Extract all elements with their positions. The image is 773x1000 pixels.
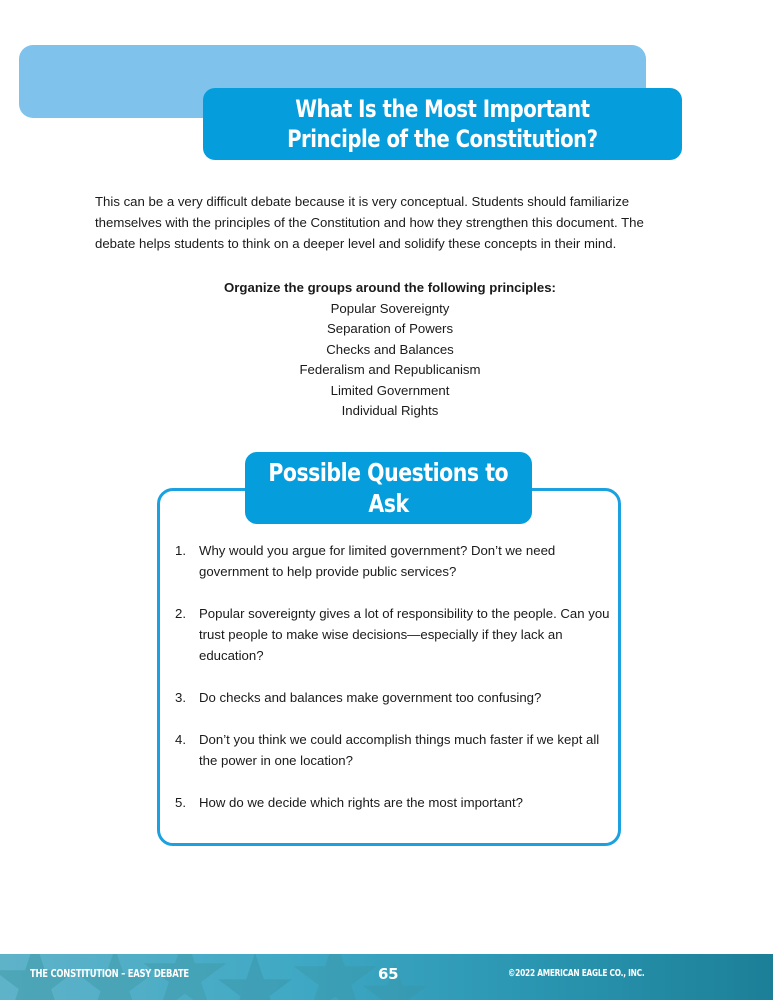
page-title-line-1: What Is the Most Important bbox=[295, 95, 590, 123]
question-text: Don’t you think we could accomplish things much faster if we kept all the power in one location? bbox=[199, 732, 600, 768]
questions-title-line-2: Ask bbox=[368, 489, 409, 518]
star-icon bbox=[215, 954, 295, 1000]
question-text: Do checks and balances make government too confusing? bbox=[199, 690, 542, 705]
questions-title-line-1: Possible Questions to bbox=[268, 458, 509, 487]
principle-item: Limited Government bbox=[330, 382, 450, 398]
principle-item: Individual Rights bbox=[341, 403, 439, 418]
question-item bbox=[175, 603, 615, 666]
footer-copyright: ©2022 AMERICAN EAGLE CO., INC. bbox=[508, 968, 645, 979]
question-item bbox=[175, 540, 615, 582]
page-number: 65 bbox=[378, 965, 399, 983]
principle-item: Federalism and Republicanism bbox=[299, 362, 481, 377]
question-number: 3. bbox=[175, 690, 186, 705]
question-item bbox=[175, 792, 615, 813]
page-title-line-2: Principle of the Constitution? bbox=[287, 125, 598, 153]
question-number: 2. bbox=[175, 606, 186, 621]
page-footer bbox=[0, 954, 773, 1000]
question-item bbox=[175, 729, 615, 771]
principles-heading: Organize the groups around the following principles: bbox=[224, 280, 556, 295]
principle-item: Separation of Powers bbox=[326, 321, 454, 336]
page-title-banner bbox=[203, 88, 682, 160]
principles-list bbox=[180, 278, 600, 422]
question-text: Why would you argue for limited government? Don’t we need government to help provide public services? bbox=[199, 543, 556, 579]
intro-paragraph: This can be a very difficult debate because it is very conceptual. Students should familiarize themselves with the principles of the Constitution and how they strengthen this document. The debate helps students to think on a deeper level and solidify these concepts in their mind. bbox=[95, 194, 644, 251]
question-number: 4. bbox=[175, 732, 186, 747]
principle-item: Checks and Balances bbox=[326, 341, 454, 357]
footer-title: THE CONSTITUTION – EASY DEBATE bbox=[30, 968, 189, 980]
question-item bbox=[175, 687, 615, 708]
question-text: How do we decide which rights are the most important? bbox=[199, 795, 523, 810]
questions-list bbox=[175, 540, 615, 834]
principle-item: Popular Sovereignty bbox=[330, 300, 450, 316]
questions-title-tab bbox=[245, 452, 532, 524]
question-number: 5. bbox=[175, 795, 186, 810]
question-number: 1. bbox=[175, 543, 186, 558]
question-text: Popular sovereignty gives a lot of responsibility to the people. Can you trust people to make wise decisions—especially if they lack an education? bbox=[199, 606, 610, 663]
